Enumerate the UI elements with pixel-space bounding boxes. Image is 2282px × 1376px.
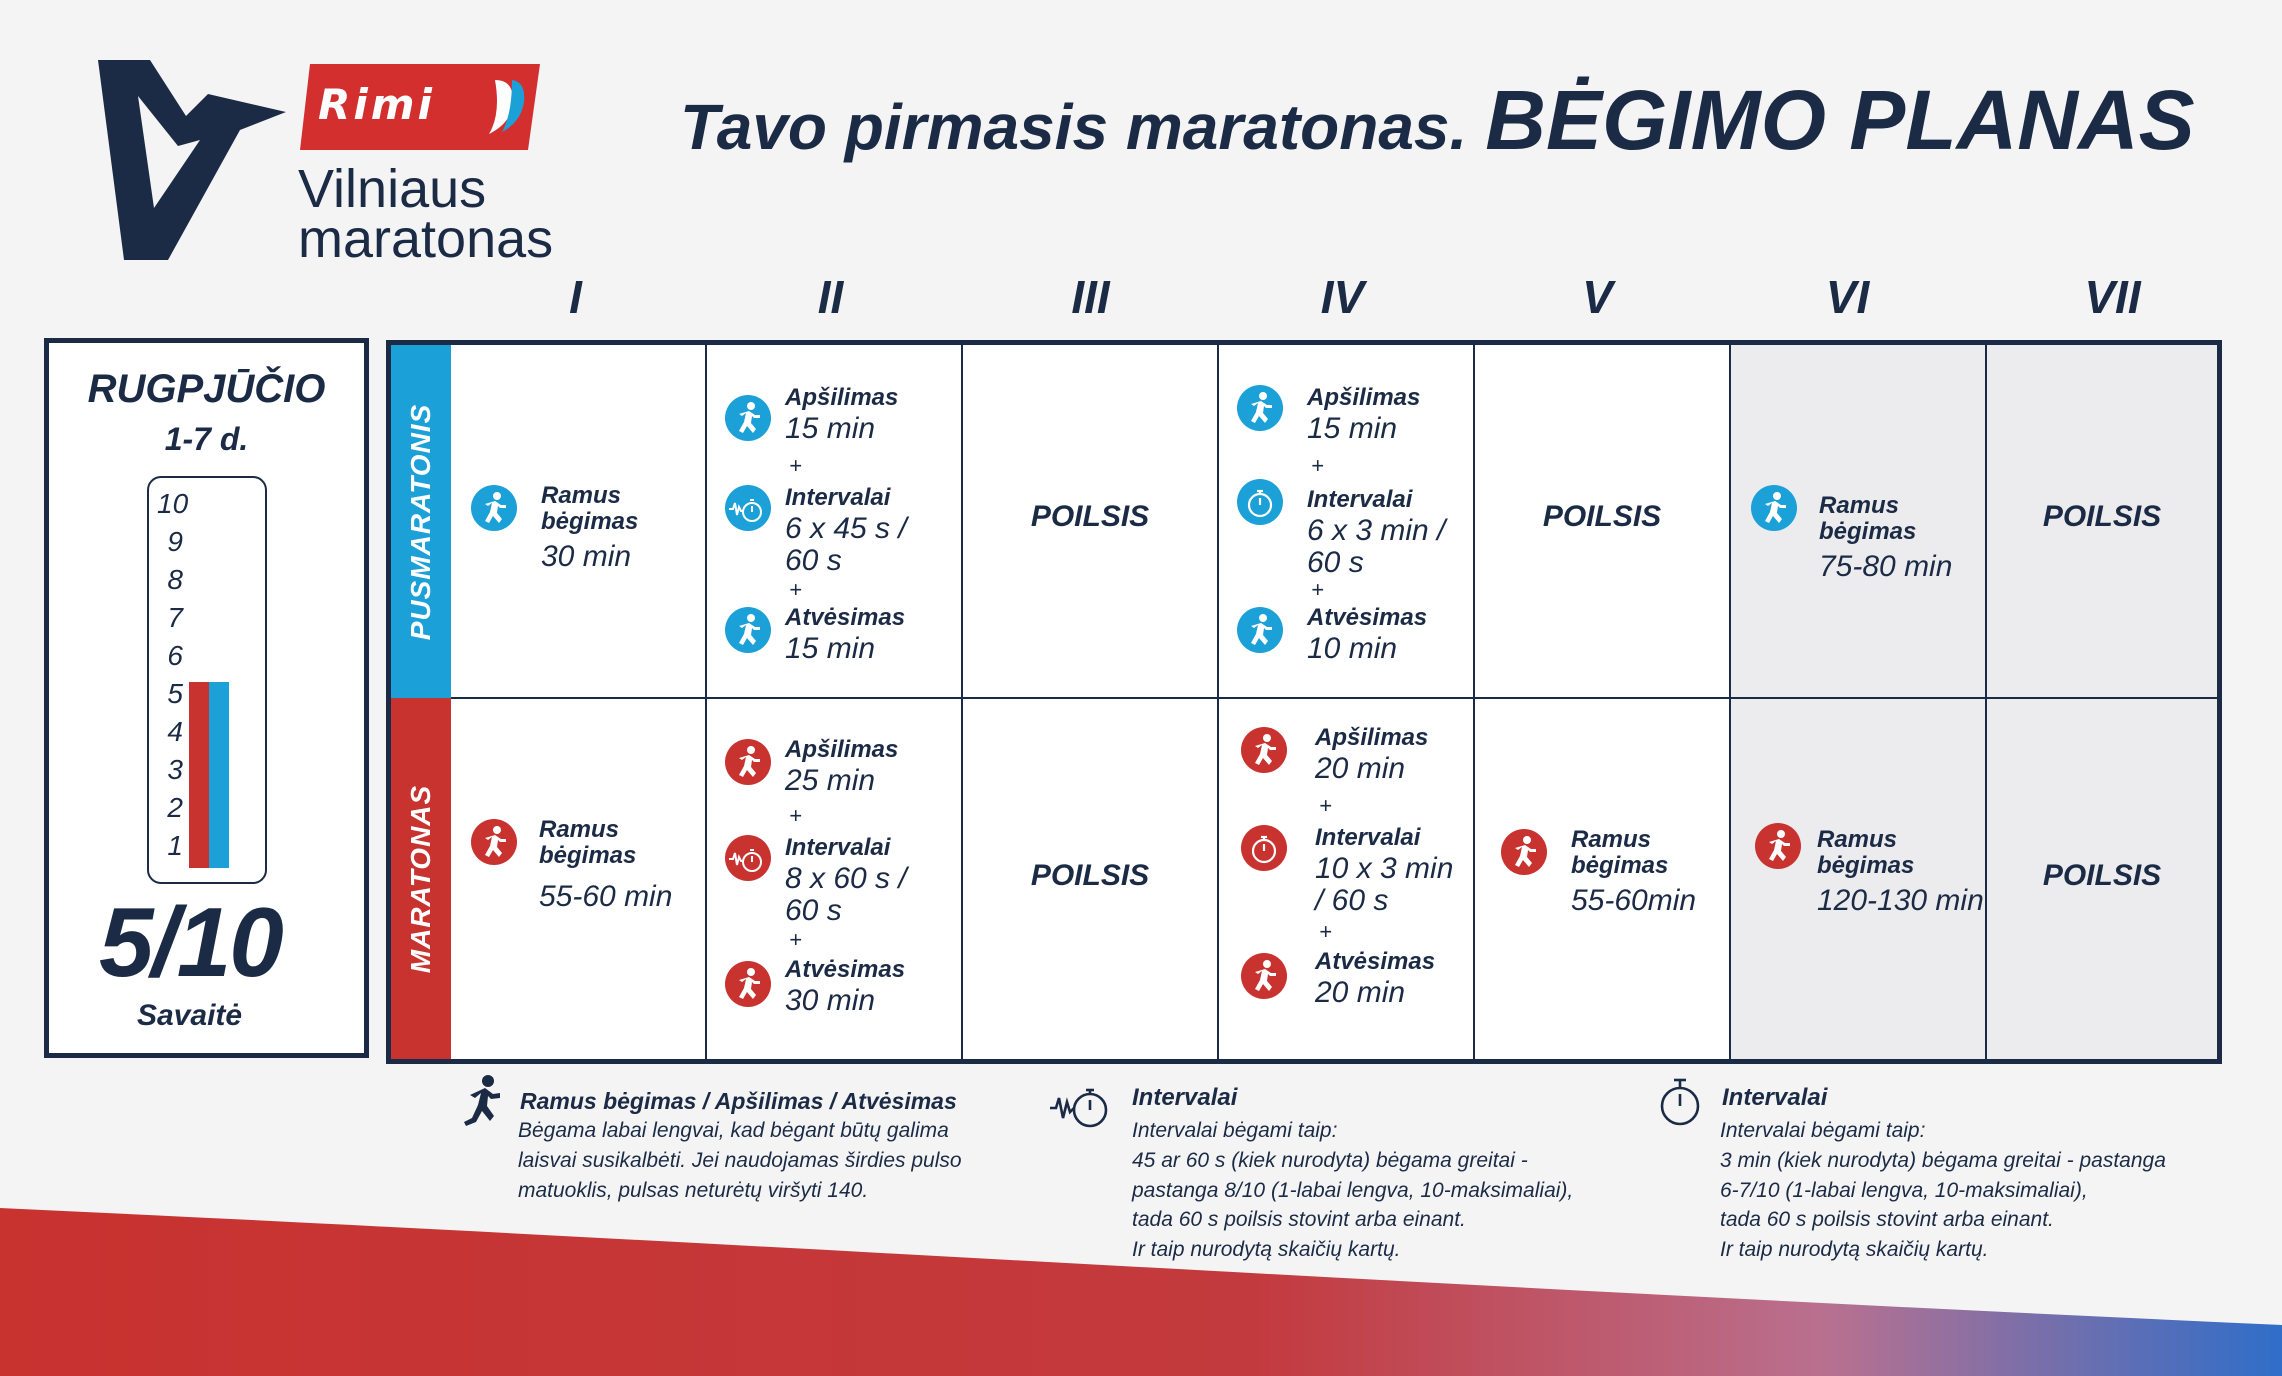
- plus-sign: +: [789, 453, 802, 478]
- rimi-logo-text: Rimi: [318, 80, 435, 129]
- legend-line: laisvai susikalbėti. Jei naudojamas širdies pulso: [518, 1148, 962, 1172]
- page-title-subtitle: Tavo pirmasis maratonas.: [680, 91, 1468, 163]
- scale-number: 5: [167, 678, 183, 709]
- scale-number: 3: [167, 754, 183, 785]
- stopwatch-icon: [1237, 479, 1283, 525]
- warmup-label: Apšilimas: [785, 384, 899, 411]
- rest-label: POILSIS: [1030, 500, 1150, 533]
- activity-value: 75-80 min: [1819, 550, 1953, 583]
- half-day-4-cell: [1219, 345, 1475, 697]
- intervals-label: Intervalai: [1315, 824, 1421, 851]
- legend-line: Intervalai bėgami taip:: [1720, 1119, 1926, 1142]
- activity-label: Ramus bėgimas: [1571, 826, 1669, 880]
- legend-line: 3 min (kiek nurodyta) bėgama greitai - pastanga: [1720, 1148, 2166, 1172]
- cooldown-value: 20 min: [1315, 976, 1406, 1009]
- intervals-value: 6 x 3 min / 60 s: [1307, 514, 1446, 579]
- full-day-7-cell: [1987, 699, 2217, 1059]
- plus-sign: +: [1311, 577, 1324, 602]
- runner-icon: [1751, 485, 1797, 531]
- scale-number: 4: [167, 716, 183, 747]
- row-label-marathon: [391, 698, 451, 1059]
- runner-silhouette-icon: [458, 1074, 508, 1130]
- page-title: [680, 72, 2195, 169]
- vilnius-marathon-logo-icon: [90, 60, 290, 260]
- row-label-half-marathon: [391, 345, 451, 698]
- warmup-value: 15 min: [785, 412, 876, 445]
- legend-line: tada 60 s poilsis stovint arba einant.: [1720, 1208, 2054, 1232]
- intervals-label: Intervalai: [785, 484, 891, 511]
- plus-sign: +: [1319, 919, 1332, 944]
- stopwatch-icon: [1241, 825, 1287, 871]
- intervals-value: 6 x 45 s / 60 s: [785, 512, 907, 577]
- plus-sign: +: [1311, 453, 1324, 478]
- activity-label: Ramus bėgimas: [1817, 826, 1915, 880]
- legend-intervals-long-text: [1720, 1116, 2166, 1265]
- runner-icon: [471, 819, 517, 865]
- cooldown-value: 10 min: [1307, 632, 1398, 665]
- half-day-2-cell: [707, 345, 963, 697]
- legend-line: 45 ar 60 s (kiek nurodyta) bėgama greitai -: [1132, 1148, 1528, 1172]
- warmup-label: Apšilimas: [785, 736, 899, 763]
- legend-line: matuoklis, pulsas neturėtų viršyti 140.: [518, 1178, 869, 1202]
- interval-stopwatch-pulse-icon: [1048, 1076, 1114, 1132]
- intervals-label: Intervalai: [1307, 486, 1413, 513]
- intensity-bar-half: [209, 682, 229, 868]
- month-label: RUGPJŪČIO: [87, 367, 326, 411]
- legend-line: tada 60 s poilsis stovint arba einant.: [1132, 1208, 1466, 1232]
- warmup-value: 25 min: [785, 764, 876, 797]
- full-day-1-cell: [451, 699, 707, 1059]
- cooldown-label: Atvėsimas: [785, 956, 906, 983]
- intensity-bar-marathon: [189, 682, 209, 868]
- runner-icon: [1237, 385, 1283, 431]
- legend-run-title: Ramus bėgimas / Apšilimas / Atvėsimas: [520, 1088, 957, 1114]
- stopwatch-icon: [1656, 1072, 1704, 1128]
- cooldown-value: 30 min: [785, 984, 876, 1017]
- plus-sign: +: [789, 803, 802, 828]
- runner-icon: [725, 739, 771, 785]
- half-day-6-cell: [1731, 345, 1987, 697]
- runner-icon: [725, 395, 771, 441]
- scale-number: 9: [167, 526, 183, 557]
- runner-icon: [725, 607, 771, 653]
- runner-icon: [1241, 727, 1287, 773]
- warmup-value: 20 min: [1315, 752, 1406, 785]
- scale-number: 7: [167, 602, 183, 633]
- plus-sign: +: [1319, 793, 1332, 818]
- date-range: 1-7 d.: [164, 421, 249, 457]
- warmup-label: Apšilimas: [1307, 384, 1421, 411]
- legend-line: Ir taip nurodytą skaičių kartų.: [1720, 1238, 1989, 1262]
- brand-name-line1: Vilniaus: [298, 159, 487, 219]
- legend-line: 6-7/10 (1-labai lengva, 10-maksimaliai),: [1720, 1178, 2088, 1202]
- intervals-value: 8 x 60 s / 60 s: [785, 862, 907, 927]
- scale-number: 1: [167, 830, 183, 861]
- warmup-value: 15 min: [1307, 412, 1398, 445]
- runner-icon: [1237, 607, 1283, 653]
- legend-line: Intervalai bėgami taip:: [1132, 1119, 1338, 1142]
- interval-stopwatch-pulse-icon: [725, 485, 771, 531]
- legend-line: pastanga 8/10 (1-labai lengva, 10-maksimaliai),: [1132, 1178, 1574, 1202]
- plus-sign: +: [789, 577, 802, 602]
- week-label: Savaitė: [137, 999, 243, 1032]
- runner-icon: [1241, 953, 1287, 999]
- rest-label: POILSIS: [1030, 859, 1150, 892]
- scale-number: 6: [167, 640, 183, 671]
- legend-run-text: [518, 1116, 962, 1205]
- cooldown-value: 15 min: [785, 632, 876, 665]
- intervals-value: 10 x 3 min / 60 s: [1315, 852, 1454, 917]
- runner-icon: [725, 961, 771, 1007]
- week-number: 5/10: [99, 887, 282, 997]
- training-plan-grid: [386, 340, 2222, 1064]
- full-day-6-cell: [1731, 699, 1987, 1059]
- rest-label: POILSIS: [2042, 500, 2162, 533]
- runner-icon: [471, 485, 517, 531]
- activity-label: Ramus bėgimas: [541, 482, 639, 536]
- intensity-scale: [147, 476, 267, 884]
- day-header-7: VII: [2084, 271, 2141, 323]
- activity-label: Ramus bėgimas: [1819, 492, 1917, 546]
- row-label-text: PUSMARATONIS: [405, 403, 436, 640]
- half-day-5-cell: [1475, 345, 1731, 697]
- scale-number: 10: [157, 488, 189, 519]
- full-day-3-cell: [963, 699, 1219, 1059]
- half-day-1-cell: [451, 345, 707, 697]
- legend-intervals-short-title: Intervalai: [1132, 1084, 1238, 1111]
- page-title-main: BĖGIMO PLANAS: [1485, 73, 2195, 167]
- brand-name-line2: maratonas: [298, 209, 554, 269]
- legend-line: Bėgama labai lengvai, kad bėgant būtų galima: [518, 1119, 949, 1142]
- legend-line: Ir taip nurodytą skaičių kartų.: [1132, 1238, 1401, 1262]
- day-header-4: IV: [1320, 271, 1365, 323]
- day-header-2: II: [817, 271, 844, 323]
- runner-icon: [1501, 829, 1547, 875]
- plus-sign: +: [789, 927, 802, 952]
- half-day-3-cell: [963, 345, 1219, 697]
- day-header-3: III: [1071, 271, 1110, 323]
- activity-value: 55-60 min: [539, 880, 673, 913]
- day-header-6: VI: [1825, 271, 1870, 323]
- legend-intervals-long-title: Intervalai: [1722, 1084, 1828, 1111]
- intervals-label: Intervalai: [785, 834, 891, 861]
- activity-value: 55-60min: [1571, 884, 1697, 917]
- full-day-2-cell: [707, 699, 963, 1059]
- legend-intervals-short-text: [1132, 1116, 1573, 1265]
- interval-stopwatch-pulse-icon: [725, 835, 771, 881]
- scale-number: 2: [167, 792, 183, 823]
- activity-value: 120-130 min: [1817, 884, 1984, 917]
- runner-icon: [1755, 823, 1801, 869]
- activity-label: Ramus bėgimas: [539, 816, 637, 870]
- week-panel: [44, 338, 369, 1058]
- rest-label: POILSIS: [1542, 500, 1662, 533]
- full-day-5-cell: [1475, 699, 1731, 1059]
- half-day-7-cell: [1987, 345, 2217, 697]
- cooldown-label: Atvėsimas: [1315, 948, 1436, 975]
- row-label-text: MARATONAS: [405, 784, 436, 973]
- scale-number: 8: [167, 564, 183, 595]
- day-header-5: V: [1582, 271, 1613, 323]
- day-header-1: I: [569, 271, 582, 323]
- activity-value: 30 min: [541, 540, 632, 573]
- warmup-label: Apšilimas: [1315, 724, 1429, 751]
- rest-label: POILSIS: [2042, 859, 2162, 892]
- cooldown-label: Atvėsimas: [1307, 604, 1428, 631]
- full-day-4-cell: [1219, 699, 1475, 1059]
- cooldown-label: Atvėsimas: [785, 604, 906, 631]
